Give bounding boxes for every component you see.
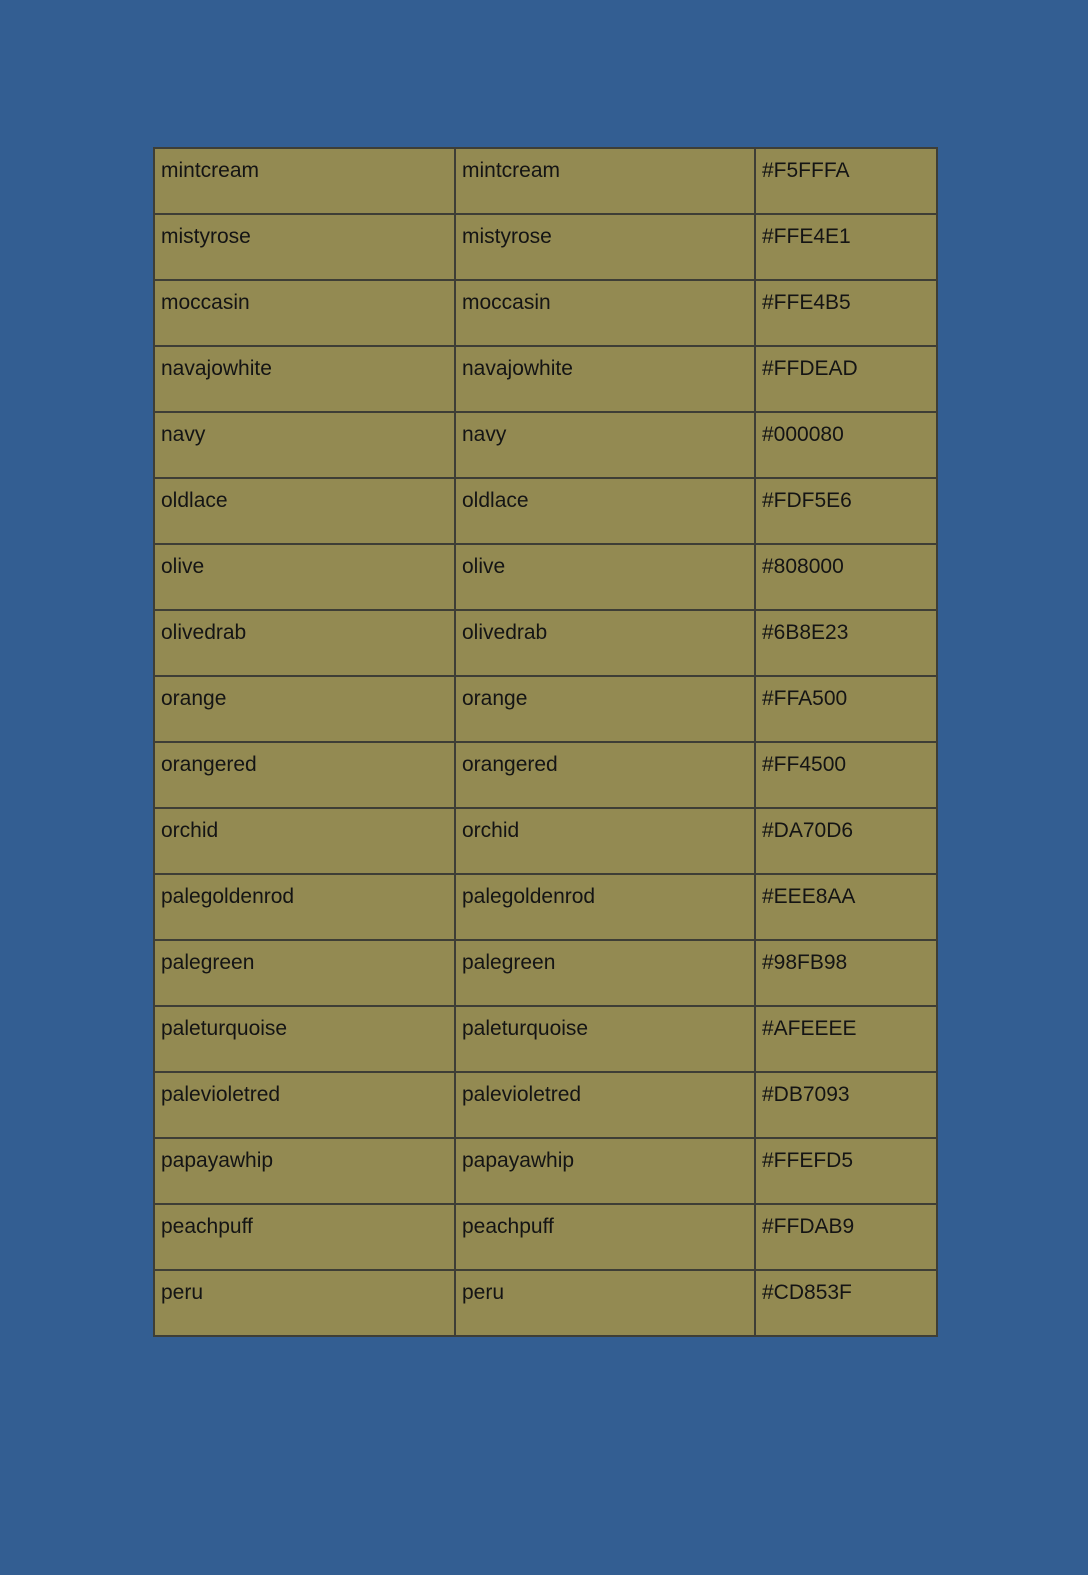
table-row [154, 1270, 937, 1336]
hex-code-cell: #6B8E23 [755, 610, 937, 676]
color-alias-cell: moccasin [455, 280, 755, 346]
color-name-cell: peachpuff [154, 1204, 455, 1270]
table-row [154, 940, 937, 1006]
color-name-cell: paleturquoise [154, 1006, 455, 1072]
hex-code-cell: #FFE4B5 [755, 280, 937, 346]
color-name-cell: palevioletred [154, 1072, 455, 1138]
hex-code-cell: #FFEFD5 [755, 1138, 937, 1204]
table-row [154, 412, 937, 478]
hex-code-cell: #98FB98 [755, 940, 937, 1006]
table-row [154, 1006, 937, 1072]
table-row [154, 1138, 937, 1204]
color-name-cell: olive [154, 544, 455, 610]
color-alias-cell: orangered [455, 742, 755, 808]
color-alias-cell: olive [455, 544, 755, 610]
hex-code-cell: #CD853F [755, 1270, 937, 1336]
color-alias-cell: mistyrose [455, 214, 755, 280]
color-name-cell: mintcream [154, 148, 455, 214]
table-row [154, 742, 937, 808]
color-table-body [154, 148, 937, 1336]
color-name-cell: orangered [154, 742, 455, 808]
color-alias-cell: papayawhip [455, 1138, 755, 1204]
table-row [154, 610, 937, 676]
color-alias-cell: palegoldenrod [455, 874, 755, 940]
color-name-cell: navajowhite [154, 346, 455, 412]
hex-code-cell: #F5FFFA [755, 148, 937, 214]
color-name-cell: navy [154, 412, 455, 478]
color-name-cell: mistyrose [154, 214, 455, 280]
color-alias-cell: orchid [455, 808, 755, 874]
hex-code-cell: #DA70D6 [755, 808, 937, 874]
color-alias-cell: paleturquoise [455, 1006, 755, 1072]
color-alias-cell: palegreen [455, 940, 755, 1006]
hex-code-cell: #808000 [755, 544, 937, 610]
color-name-cell: orange [154, 676, 455, 742]
color-table [153, 147, 938, 1337]
table-row [154, 346, 937, 412]
color-name-cell: moccasin [154, 280, 455, 346]
color-alias-cell: orange [455, 676, 755, 742]
hex-code-cell: #000080 [755, 412, 937, 478]
hex-code-cell: #DB7093 [755, 1072, 937, 1138]
color-alias-cell: palevioletred [455, 1072, 755, 1138]
hex-code-cell: #AFEEEE [755, 1006, 937, 1072]
color-name-cell: palegreen [154, 940, 455, 1006]
color-alias-cell: olivedrab [455, 610, 755, 676]
color-name-cell: peru [154, 1270, 455, 1336]
color-name-cell: palegoldenrod [154, 874, 455, 940]
hex-code-cell: #FF4500 [755, 742, 937, 808]
table-row [154, 478, 937, 544]
color-alias-cell: navajowhite [455, 346, 755, 412]
color-name-cell: olivedrab [154, 610, 455, 676]
hex-code-cell: #FDF5E6 [755, 478, 937, 544]
hex-code-cell: #FFA500 [755, 676, 937, 742]
color-alias-cell: mintcream [455, 148, 755, 214]
color-name-cell: papayawhip [154, 1138, 455, 1204]
table-row [154, 214, 937, 280]
color-name-cell: oldlace [154, 478, 455, 544]
table-row [154, 1072, 937, 1138]
table-row [154, 544, 937, 610]
hex-code-cell: #EEE8AA [755, 874, 937, 940]
color-alias-cell: oldlace [455, 478, 755, 544]
hex-code-cell: #FFE4E1 [755, 214, 937, 280]
table-row [154, 676, 937, 742]
color-alias-cell: peachpuff [455, 1204, 755, 1270]
hex-code-cell: #FFDEAD [755, 346, 937, 412]
table-row [154, 148, 937, 214]
table-row [154, 874, 937, 940]
table-row [154, 280, 937, 346]
color-alias-cell: navy [455, 412, 755, 478]
table-row [154, 808, 937, 874]
table-row [154, 1204, 937, 1270]
hex-code-cell: #FFDAB9 [755, 1204, 937, 1270]
color-alias-cell: peru [455, 1270, 755, 1336]
color-name-cell: orchid [154, 808, 455, 874]
